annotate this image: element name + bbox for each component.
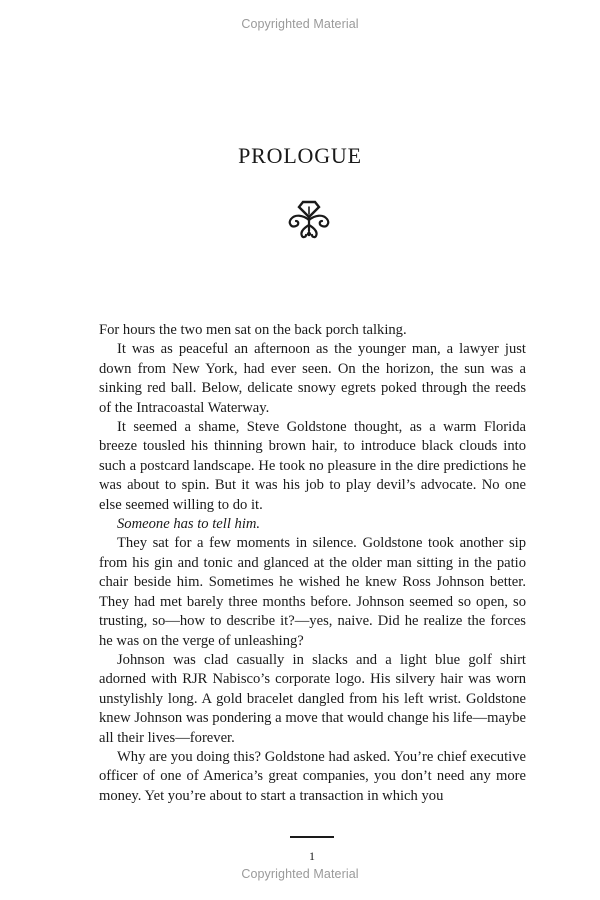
copyright-watermark-top: Copyrighted Material <box>241 17 359 31</box>
paragraph-5: They sat for a few moments in silence. Goldstone took another sip from his gin and tonic and glanced at the older man sitting in the patio chair beside him. Sometimes he wished he knew Ross Johnson better. They had met barely three months before. Johnson seemed so open, so trusting, so—how to describe it?—yes, naive. Did he realize the forces he was on the verge of unleashing? <box>99 535 526 649</box>
paragraph-7: Why are you doing this? Goldstone had asked. You’re chief executive officer of one of America’s great companies, you don’t need any more money. Yet you’re about to start a transaction in which you <box>99 748 526 804</box>
paragraph-1: For hours the two men sat on the back porch talking. <box>99 322 407 338</box>
paragraph-3: It seemed a shame, Steve Goldstone thought, as a warm Florida breeze tousled his thinning brown hair, to introduce black clouds into such a postcard landscape. He took no pleasure in the dire predictions he was about to spin. But it was his job to play devil’s advocate. No one else seemed willing to do it. <box>99 419 526 513</box>
footer-rule <box>290 836 334 838</box>
fleuron-ornament-icon <box>286 198 332 240</box>
paragraph-6: Johnson was clad casually in slacks and a light blue golf shirt adorned with RJR Nabisco’s corporate logo. His silvery hair was worn unstylishly long. A gold bracelet dangled from his left wrist. Goldstone knew Johnson was pondering a move that would change his life—maybe all their lives—forever. <box>99 651 526 746</box>
page-number: 1 <box>309 849 315 863</box>
copyright-watermark-bottom: Copyrighted Material <box>241 867 359 881</box>
prologue-body-text <box>99 321 526 806</box>
paragraph-2: It was as peaceful an afternoon as the younger man, a lawyer just down from New York, had ever seen. On the horizon, the sun was a sinking red ball. Below, delicate snowy egrets poked through the reeds of the Intracoastal Waterway. <box>99 341 526 416</box>
chapter-title: PROLOGUE <box>238 143 362 168</box>
paragraph-4-italic: Someone has to tell him. <box>117 516 261 533</box>
